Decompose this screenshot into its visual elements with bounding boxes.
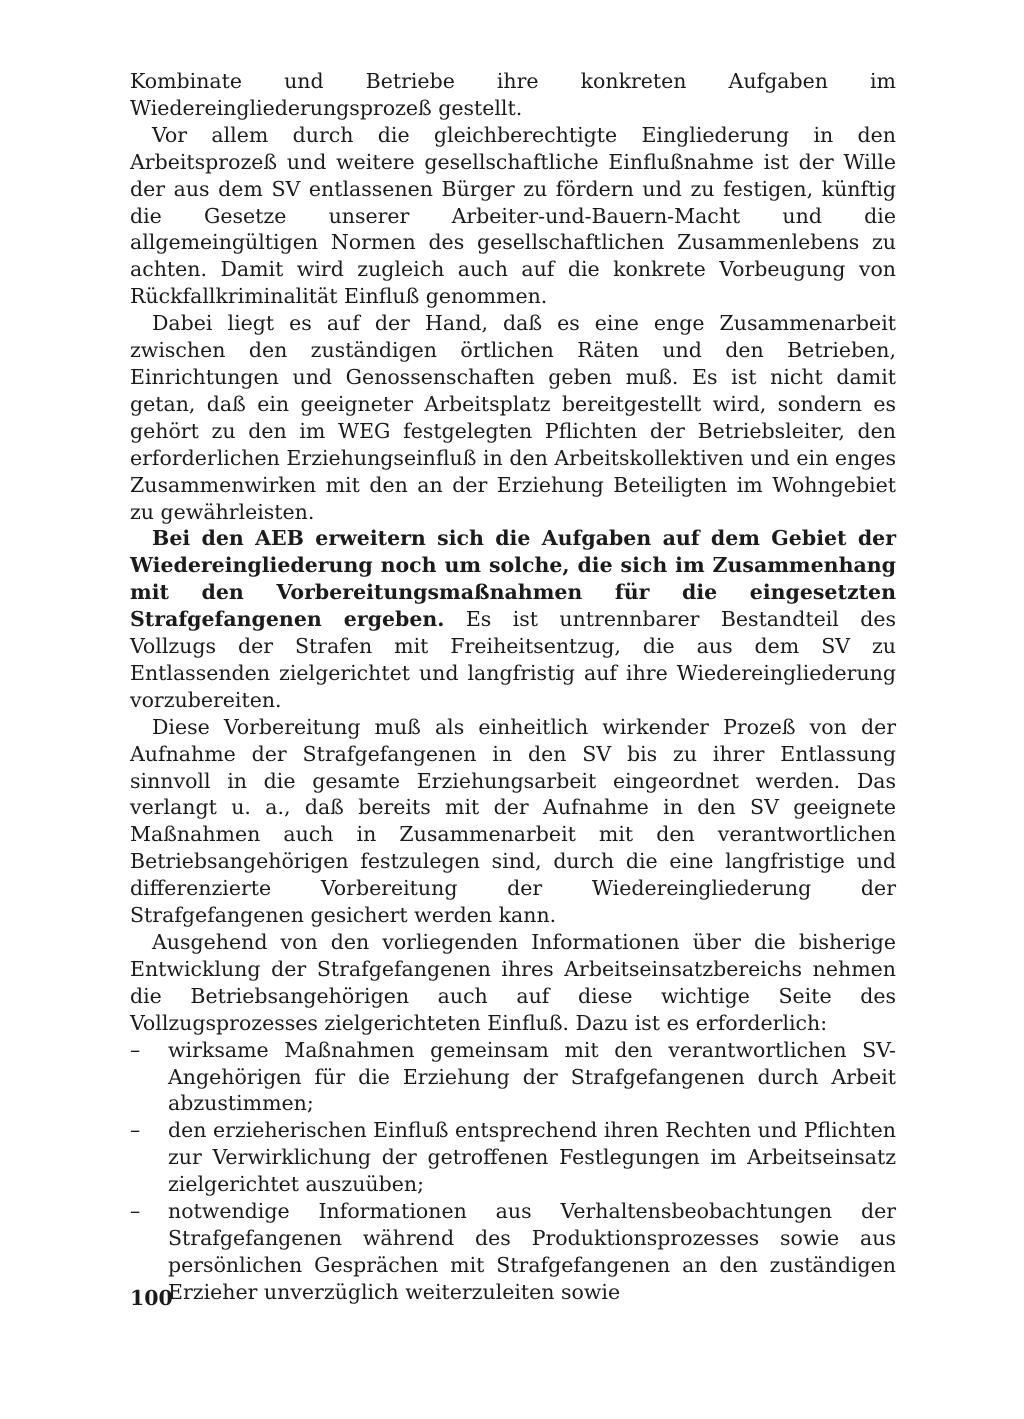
paragraph-4-bold-lead: Bei den AEB erweitern sich die Aufgaben auf dem Gebiet der Wiedereingliederung noch um solche, die sich im Zusammenhang mit den Vorbereitungsmaßnahmen für die eingesetzten Strafgefangenen ergeben. (130, 526, 896, 632)
list-item (130, 1117, 896, 1198)
page-number: 100 (130, 1286, 173, 1310)
paragraph-2: Vor allem durch die gleichberechtigte Eingliederung in den Arbeitsprozeß und weitere gesellschaftliche Einflußnahme ist der Wille der aus dem SV entlassenen Bürger zu fördern und zu festigen, künftig die Gesetze unserer Arbeiter-und-Bauern-Macht und die allgemeingültigen Normen des gesellschaftlichen Zusammenlebens zu achten. Damit wird zugleich auch auf die konkrete Vorbeugung von Rückfallkriminalität Einfluß genommen. (130, 122, 896, 309)
list-item (130, 1198, 896, 1306)
paragraph-5: Diese Vorbereitung muß als einheitlich wirkender Prozeß von der Aufnahme der Strafgefangenen in den SV bis zu ihrer Entlassung sinnvoll in die gesamte Erziehungsarbeit eingeordnet werden. Das verlangt u. a., daß bereits mit der Aufnahme in den SV geeignete Maßnahmen auch in Zusammenarbeit mit den verantwortlichen Betriebsangehörigen festzulegen sind, durch die eine langfristige und differenzierte Vorbereitung der Wiedereingliederung der Strafgefangenen gesichert werden kann. (130, 714, 896, 928)
paragraph-6: Ausgehend von den vorliegenden Informationen über die bisherige Entwicklung der Strafgefangenen ihres Arbeitseinsatzbereichs nehmen die Betriebsangehörigen auch auf diese wichtige Seite des Vollzugsprozesses zielgerichteten Einfluß. Dazu ist es erforderlich: (130, 930, 896, 1035)
dash-bullet: – (130, 1037, 141, 1062)
list-item-text: den erzieherischen Einfluß entsprechend ihren Rechten und Pflichten zur Verwirklichung der getroffenen Festlegungen im Arbeitseinsatz zielgerichtet auszuüben; (168, 1118, 896, 1197)
dash-bullet: – (130, 1199, 141, 1224)
paragraph-3: Dabei liegt es auf der Hand, daß es eine enge Zusammenarbeit zwischen den zuständigen örtlichen Räten und den Betrieben, Einrichtungen und Genossenschaften geben muß. Es ist nicht damit getan, daß ein geeigneter Arbeitsplatz bereitgestellt wird, sondern es gehört zu den im WEG festgelegten Pflichten der Betriebsleiter, den erforderlichen Erziehungseinfluß in den Arbeitskollektiven und ein enges Zusammenwirken mit den an der Erziehung Beteiligten im Wohngebiet zu gewährleisten. (130, 311, 896, 524)
list-item (130, 1037, 896, 1118)
list-item-text: wirksame Maßnahmen gemeinsam mit den verantwortlichen SV-Angehörigen für die Erziehung der Strafgefangenen durch Arbeit abzustimmen; (168, 1037, 896, 1116)
page-body (130, 68, 896, 1306)
list-item-text: notwendige Informationen aus Verhaltensbeobachtungen der Strafgefangenen während des Produktionsprozesses sowie aus persönlichen Gesprächen mit Strafgefangenen an den zuständigen Erzieher unverzüglich weiterzuleiten sowie (168, 1199, 896, 1304)
paragraph-4 (130, 525, 896, 713)
paragraph-1: Kombinate und Betriebe ihre konkreten Aufgaben im Wiedereingliederungsprozeß gestellt. (130, 69, 896, 120)
dash-bullet: – (130, 1118, 141, 1143)
requirements-list (130, 1037, 896, 1306)
paragraph-4-text: Es ist untrennbarer Bestandteil des Vollzugs der Strafen mit Freiheitsentzug, die aus dem SV zu Entlassenden zielgerichtet und langfristig auf ihre Wiedereingliederung vorzubereiten. (130, 607, 896, 712)
